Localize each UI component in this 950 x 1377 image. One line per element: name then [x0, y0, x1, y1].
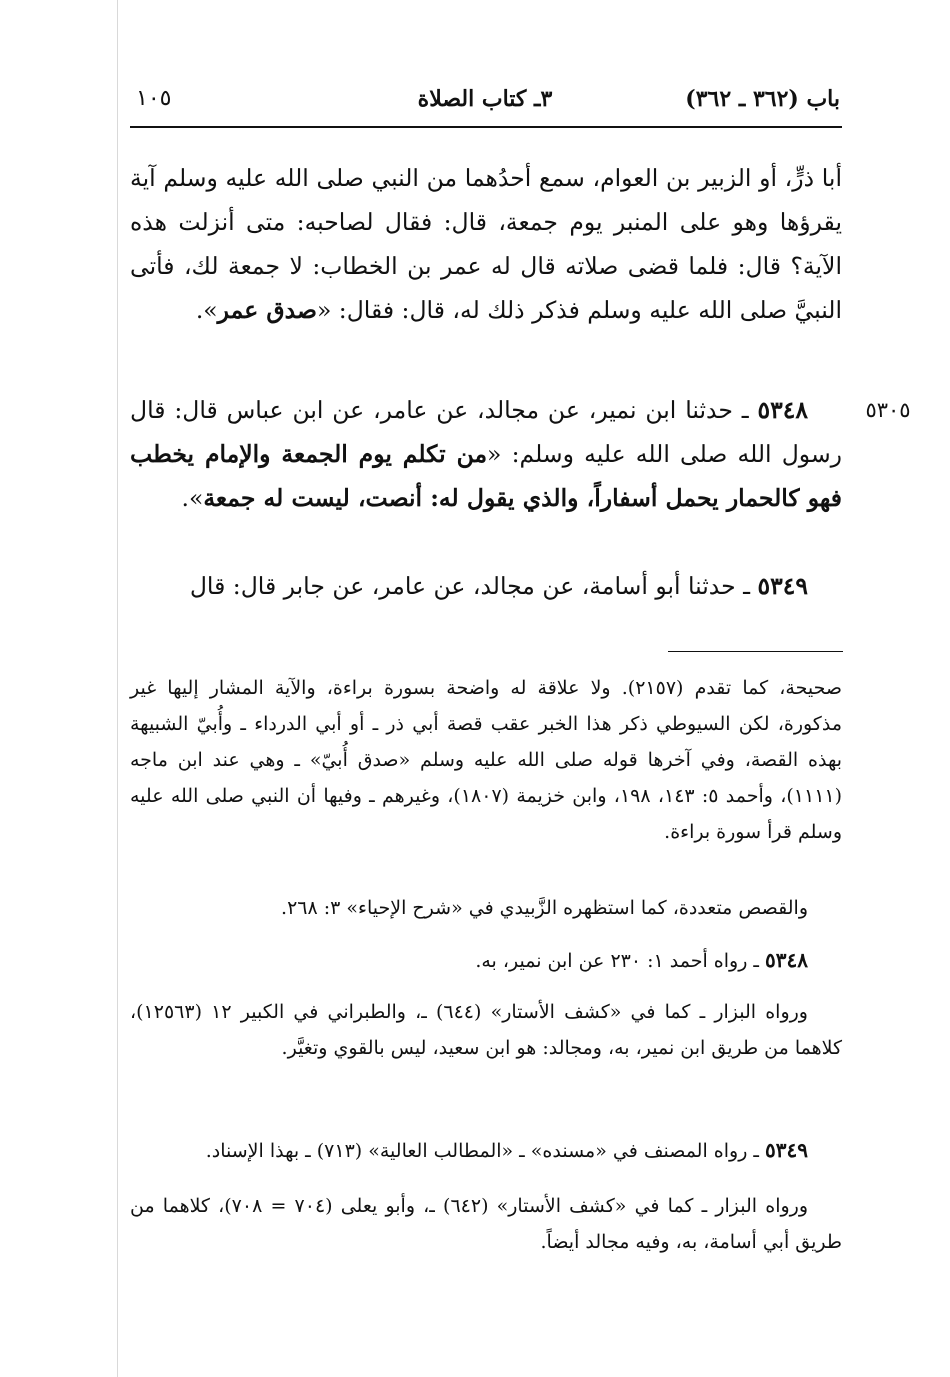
hadith-matn: من تكلم يوم الجمعة والإمام يخطب فهو كالحمار يحمل أسفاراً، والذي يقول له: أنصت، ليست له جمعة: [130, 440, 842, 512]
gutter-line: [117, 0, 118, 1377]
footnote-5349: [130, 1132, 842, 1169]
page-number: ١٠٥: [136, 86, 172, 111]
footnote-text: ـ رواه المصنف في «مسنده» ـ «المطالب العالية» (٧١٣) ـ بهذا الإسناد.: [205, 1140, 766, 1162]
margin-hadith-number: ٥٣٠٥: [865, 398, 911, 422]
footnote-paragraph: ورواه البزار ـ كما في «كشف الأستار» (٦٤٤) ـ، والطبراني في الكبير ١٢ (١٢٥٦٣)، كلاهما من طريق ابن نمير، به، ومجالد: هو ابن سعيد، ليس بالقوي وتغيَّر.: [130, 1001, 842, 1059]
footnote-number: ٥٣٤٨: [765, 948, 808, 972]
footnote-paragraph: ورواه البزار ـ كما في «كشف الأستار» (٦٤٢) ـ، وأبو يعلى (٧٠٤ = ٧٠٨)، كلاهما من طريق أبي أسامة، به، وفيه مجالد أيضاً.: [130, 1195, 842, 1253]
hadith-number: ٥٣٤٩: [757, 572, 808, 600]
hadith-isnad: ـ حدثنا أبو أسامة، عن مجالد، عن عامر، عن جابر قال: قال: [189, 572, 758, 600]
footnote-text: ـ رواه أحمد ١: ٢٣٠ عن ابن نمير، به.: [475, 950, 766, 972]
header-divider: [130, 126, 842, 128]
paragraph-end: ».: [195, 296, 218, 324]
chapter-heading: باب (٣٦٢ ـ ٣٦٢): [685, 86, 840, 112]
paragraph-continuation: [130, 156, 842, 332]
hadith-number: ٥٣٤٨: [757, 396, 808, 424]
footnote-paragraph: صحيحة، كما تقدم (٢١٥٧). ولا علاقة له واضحة بسورة براءة، والآية المشار إليها غير مذكورة، لكن السيوطي ذكر هذا الخبر عقب قصة أبي ذر ـ أو أبي الدرداء ـ وأُبيّ الشبيهة بهذه القصة، وفي آخرها قوله صلى الله عليه وسلم «صدق أُبيّ» ـ وهي عند ابن ماجه (١١١١)، وأحمد ٥: ١٤٣، ١٩٨، وابن خزيمة (١٨٠٧)، وغيرهم ـ وفيها أن النبي صلى الله عليه وسلم قرأ سورة براءة.: [130, 677, 843, 843]
footnote-5348: [130, 942, 842, 979]
paragraph-text: أبا ذرٍّ، أو الزبير بن العوام، سمع أحدُهما من النبي صلى الله عليه وسلم آية يقرؤها وهو على المنبر يوم جمعة، قال: فقال لصاحبه: متى أنزلت هذه الآية؟ قال: فلما قضى صلاته قال له عمر بن الخطاب: لا جمعة لك، فأتى النبيَّ صلى الله عليه وسلم فذكر ذلك له، قال: فقال: «: [130, 164, 842, 324]
hadith-end: ».: [181, 484, 204, 512]
page-header: [130, 86, 840, 122]
footnote-paragraph: والقصص متعددة، كما استظهره الزَّبيدي في «شرح الإحياء» ٣: ٢٦٨.: [281, 897, 808, 919]
footnote-number: ٥٣٤٩: [765, 1138, 808, 1162]
footnote-divider: [668, 651, 843, 652]
hadith-5348: [130, 388, 842, 520]
hadith-5349: [130, 564, 842, 608]
book-title: ٣ـ كتاب الصلاة: [417, 86, 553, 112]
hadith-isnad: ـ حدثنا ابن نمير، عن مجالد، عن عامر، عن ابن عباس قال: قال رسول الله صلى الله عليه وسلم: «: [130, 396, 842, 468]
prophetic-quote: صدق عمر: [217, 296, 317, 324]
